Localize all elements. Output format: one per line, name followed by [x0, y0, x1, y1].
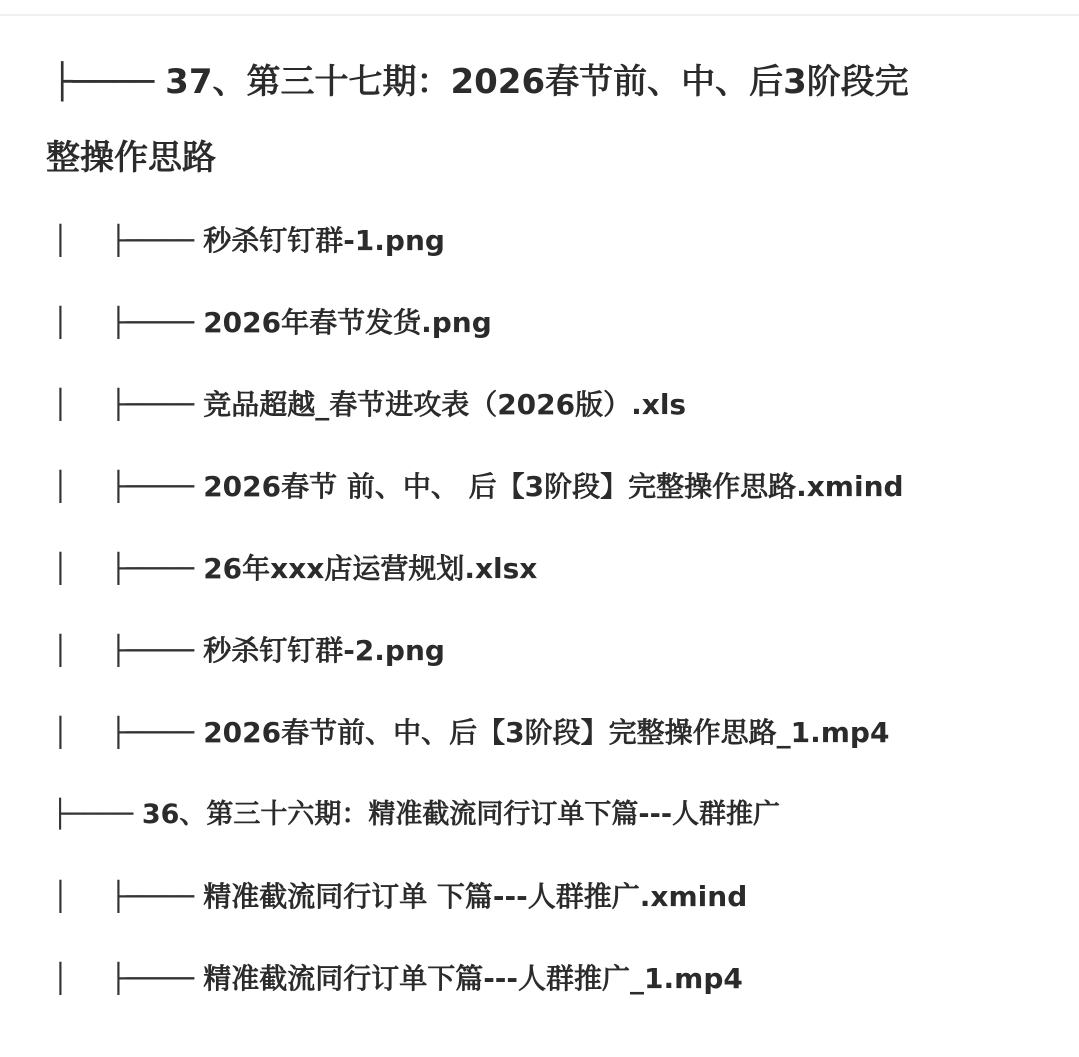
file-item[interactable] [52, 303, 492, 343]
tree-pipe-icon: │ [52, 388, 69, 421]
tree-branch-icon: ├──── [52, 799, 142, 830]
tree-pipe-icon: │ [52, 224, 69, 257]
file-item[interactable] [52, 221, 445, 261]
file-name: 精准截流同行订单下篇---人群推广_1.mp4 [203, 962, 743, 995]
tree-branch-icon: ├──── [52, 62, 166, 102]
file-name: 26年xxx店运营规划.xlsx [203, 552, 538, 585]
file-item[interactable] [52, 631, 445, 671]
file-name: 精准截流同行订单 下篇---人群推广.xmind [203, 880, 748, 913]
file-item[interactable] [52, 959, 743, 999]
tree-branch-icon: ├──── [110, 634, 204, 667]
folder-37-title-line1[interactable] [52, 44, 909, 120]
file-name: 2026春节 前、中、 后【3阶段】完整操作思路.xmind [203, 470, 904, 503]
folder-36-title-text: 36、第三十六期：精准截流同行订单下篇---人群推广 [141, 799, 781, 830]
top-divider [0, 14, 1079, 16]
tree-branch-icon: ├──── [110, 224, 204, 257]
file-item[interactable] [52, 385, 686, 425]
file-item[interactable] [52, 713, 889, 753]
file-item[interactable] [52, 549, 537, 589]
tree-branch-icon: ├──── [110, 470, 204, 503]
file-name: 竞品超越_春节进攻表（2026版）.xls [203, 388, 687, 421]
tree-pipe-icon: │ [52, 880, 69, 913]
tree-pipe-icon: │ [52, 470, 69, 503]
file-name: 2026年春节发货.png [203, 306, 492, 339]
file-name: 秒杀钉钉群-1.png [203, 224, 445, 257]
tree-branch-icon: ├──── [110, 306, 204, 339]
tree-branch-icon: ├──── [110, 962, 204, 995]
tree-pipe-icon: │ [52, 634, 69, 667]
file-name: 秒杀钉钉群-2.png [203, 634, 445, 667]
tree-branch-icon: ├──── [110, 388, 204, 421]
tree-pipe-icon: │ [52, 716, 69, 749]
tree-pipe-icon: │ [52, 962, 69, 995]
tree-branch-icon: ├──── [110, 552, 204, 585]
file-item[interactable] [52, 877, 747, 917]
folder-37-title-text: 37、第三十七期：2026春节前、中、后3阶段完 [165, 62, 909, 102]
tree-branch-icon: ├──── [110, 716, 204, 749]
file-item[interactable] [52, 467, 904, 507]
file-name: 2026春节前、中、后【3阶段】完整操作思路_1.mp4 [203, 716, 890, 749]
folder-36-title[interactable] [52, 795, 780, 835]
tree-pipe-icon: │ [52, 306, 69, 339]
folder-37-title-line2: 整操作思路 [46, 138, 216, 178]
tree-branch-icon: ├──── [110, 880, 204, 913]
tree-pipe-icon: │ [52, 552, 69, 585]
